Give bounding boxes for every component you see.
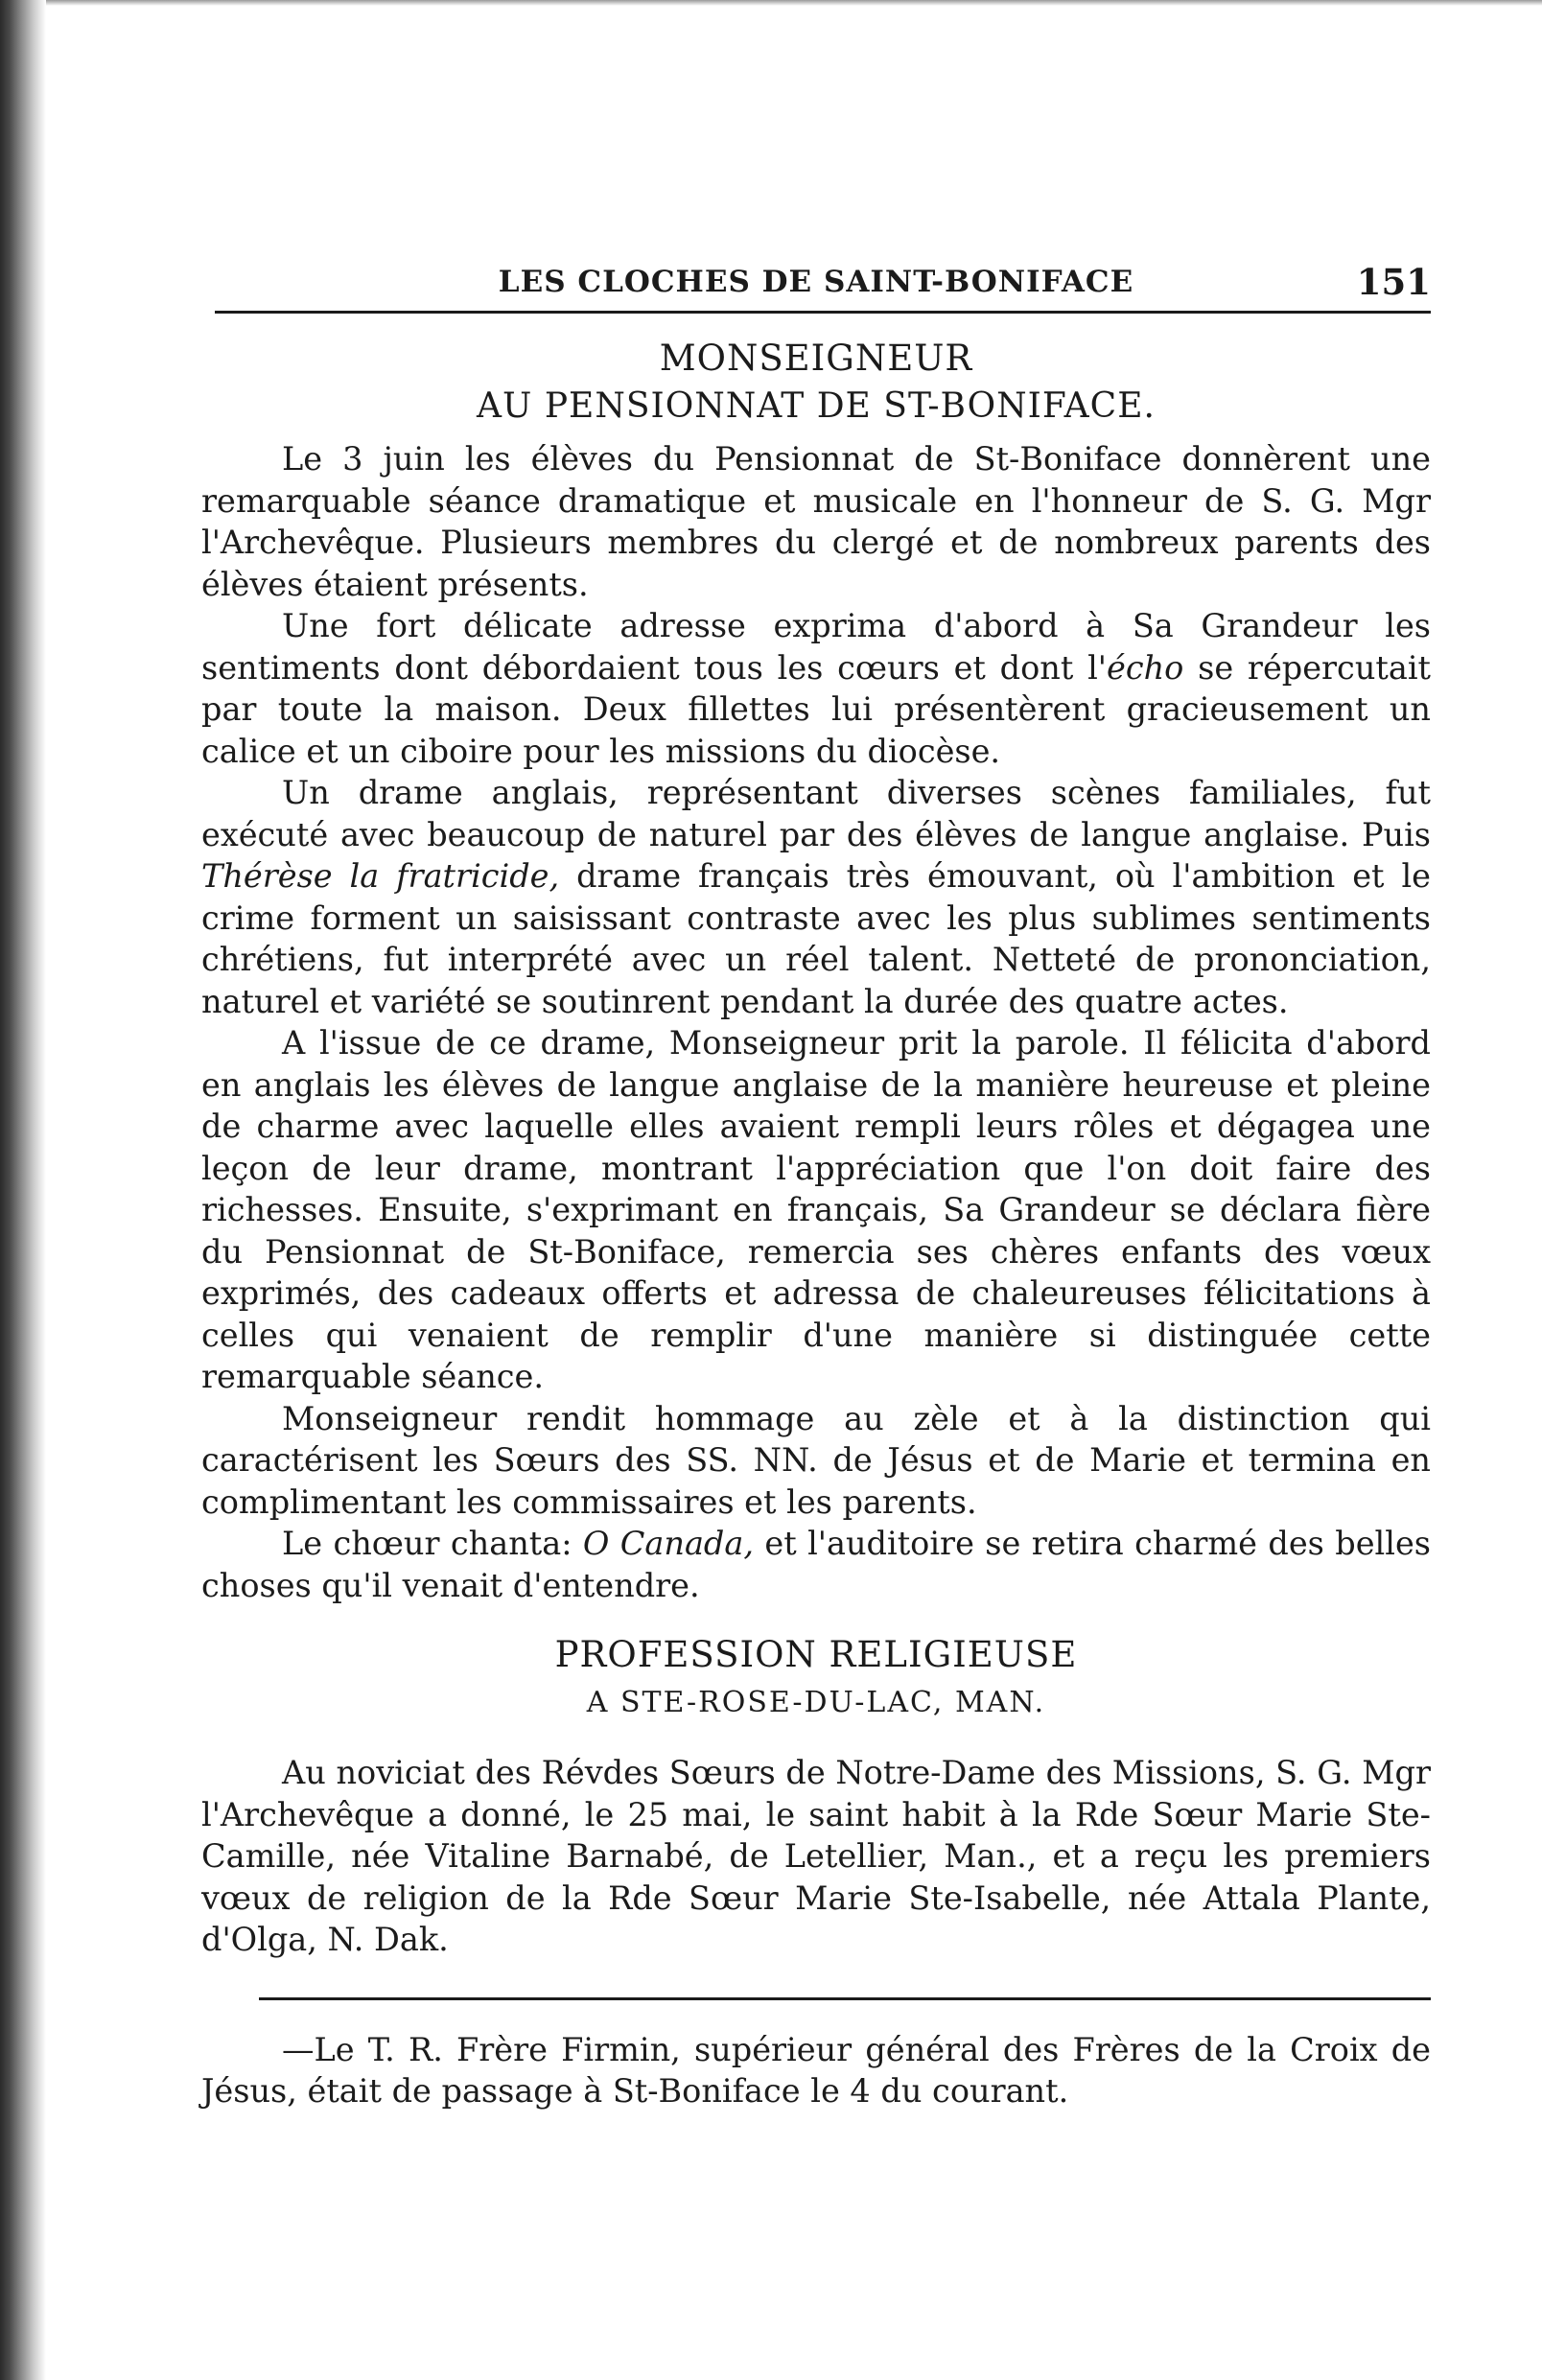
text-run: drame français très émouvant, où l'ambition et le crime forment un saisissant contraste avec les plus sublimes sentiments chrétiens, fut interprété avec un réel talent. Netteté de prononciation, naturel et variété se soutinrent pendant la durée des quatre actes. xyxy=(201,857,1431,1020)
paragraph xyxy=(201,605,1431,772)
article-profession xyxy=(201,1631,1431,1961)
song-title: O Canada, xyxy=(582,1525,754,1562)
header-rule xyxy=(215,311,1431,314)
scan-binding-edge xyxy=(0,0,46,2380)
paragraph: Au noviciat des Révdes Sœurs de Notre-Dame des Missions, S. G. Mgr l'Archevêque a donné, le 25 mai, le saint habit à la Rde Sœur Marie Ste-Camille, née Vitaline Barnabé, de Letellier, Man., et a reçu les premiers vœux de religion de la Rde Sœur Marie Ste-Isabelle, née Attala Plante, d'Olga, N. Dak. xyxy=(201,1754,1431,1958)
scan-top-edge xyxy=(0,0,1542,6)
article-heading: MONSEIGNEUR xyxy=(659,338,973,379)
paragraph: Le 3 juin les élèves du Pensionnat de St-Boniface donnèrent une remarquable séance dramatique et musicale en l'honneur de S. G. Mgr l'Archevêque. Plusieurs membres du clergé et de nombreux parents des élèves étaient présents. xyxy=(201,440,1431,603)
page-number: 151 xyxy=(1356,261,1431,303)
article-monseigneur xyxy=(201,335,1431,1606)
text-run: Une fort délicate adresse exprima d'abord à Sa Grandeur les sentiments dont débordaient tous les cœurs et dont l' xyxy=(201,607,1431,687)
italic-text: écho xyxy=(1107,648,1184,687)
paragraph xyxy=(201,1523,1431,1606)
article-heading: PROFESSION RELIGIEUSE xyxy=(554,1634,1078,1675)
running-title: LES CLOCHES DE SAINT-BONIFACE xyxy=(498,265,1134,299)
paragraph xyxy=(201,772,1431,1022)
text-run: et l'auditoire se retira charmé des belles choses qu'il venait d'entendre. xyxy=(201,1525,1431,1604)
text-run: se répercutait par toute la maison. Deux fillettes lui présentèrent gracieusement un calice et un ciboire pour les missions du diocèse. xyxy=(201,648,1432,770)
paragraph: A l'issue de ce drame, Monseigneur prit la parole. Il félicita d'abord en anglais les élèves de langue anglaise de la manière heureuse et pleine de charme avec laquelle elles avaient rempli leurs rôles et dégagea une leçon de leur drame, montrant l'appréciation que l'on doit faire des richesses. Ensuite, s'exprimant en français, Sa Grandeur se déclara fière du Pensionnat de St-Boniface, remercia ses chères enfants des vœux exprimés, des cadeaux offerts et adressa de chaleureuses félicitations à celles qui venaient de remplir d'une manière si distinguée cette remarquable séance. xyxy=(201,1024,1431,1395)
text-run: Le chœur chanta: xyxy=(282,1525,583,1562)
play-title: Thérèse la fratricide, xyxy=(201,857,560,895)
section-rule xyxy=(259,1997,1431,2000)
article-subheading: AU PENSIONNAT DE ST-BONIFACE. xyxy=(477,386,1156,426)
book-page xyxy=(201,257,1431,2112)
text-run: Un drame anglais, représentant diverses scènes familiales, fut exécuté avec beaucoup de naturel par des élèves de langue anglaise. Puis xyxy=(201,774,1431,853)
paragraph: Monseigneur rendit hommage au zèle et à la distinction qui caractérisent les Sœurs des SS. NN. de Jésus et de Marie et termina en complimentant les commissaires et les parents. xyxy=(201,1399,1431,1521)
article-subheading: A STE-ROSE-DU-LAC, MAN. xyxy=(586,1686,1046,1719)
notice-paragraph: —Le T. R. Frère Firmin, supérieur général des Frères de la Croix de Jésus, était de passage à St-Boniface le 4 du courant. xyxy=(201,2030,1431,2110)
running-head xyxy=(201,257,1431,311)
